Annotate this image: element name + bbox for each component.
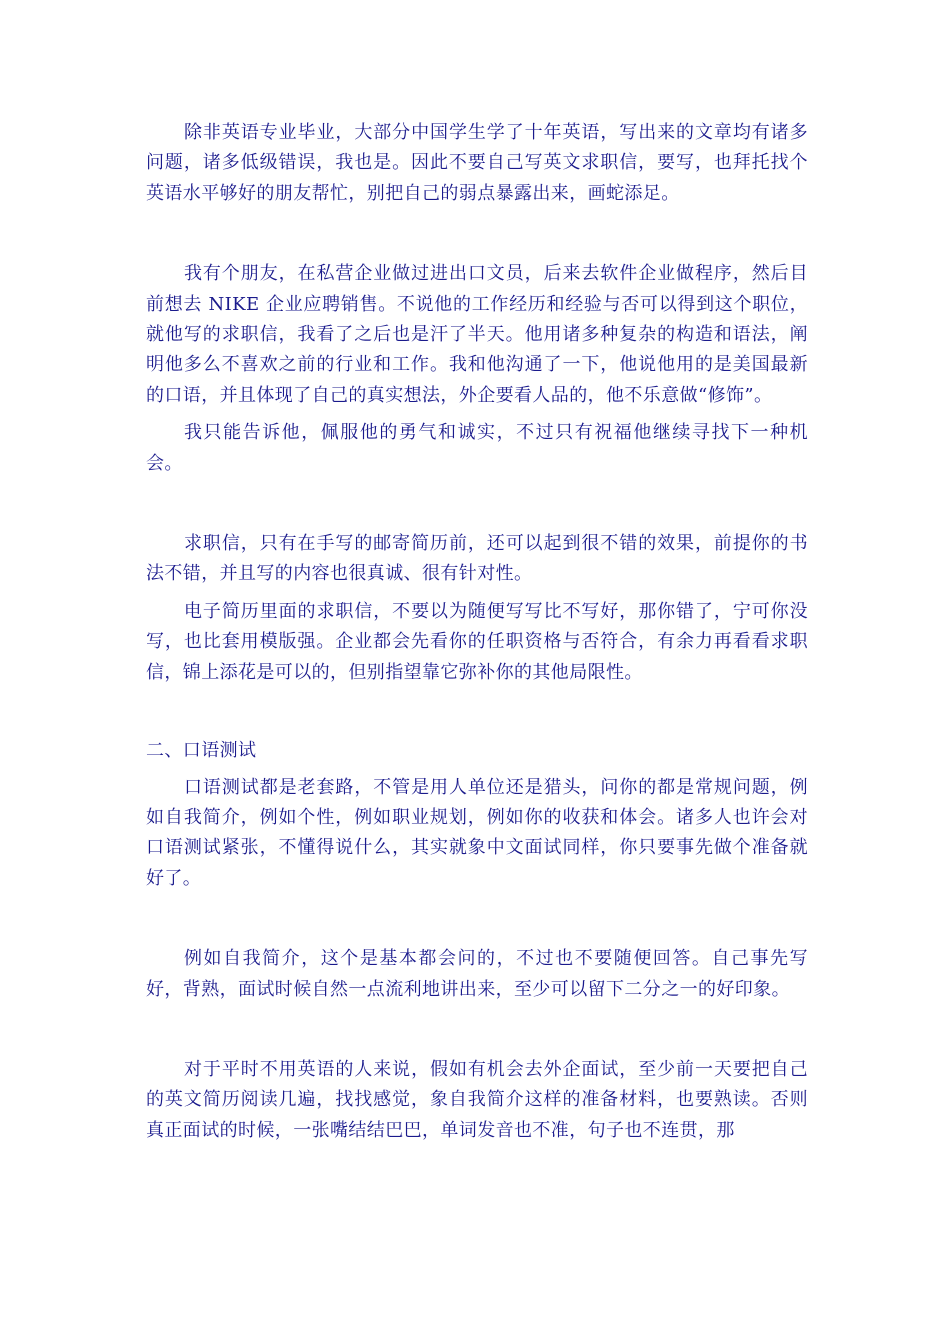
paragraph-spacer	[146, 411, 808, 418]
paragraph-oral-test: 口语测试都是老套路，不管是用人单位还是猎头，问你的都是常规问题，例如自我简介，例如个性，例如职业规划，例如你的收获和体会。诸多人也许会对口语测试紧张，不懂得说什么，其实就象中文面试同样，你只要事先做个准备就好了。	[146, 776, 808, 889]
paragraph-spacer	[146, 1005, 808, 1055]
paragraph-preparation: 对于平时不用英语的人来说，假如有机会去外企面试，至少前一天要把自己的英文简历阅读几遍，找找感觉，象自我简介这样的准备材料，也要熟读。否则真正面试的时候，一张嘴结结巴巴，单词发音也不准，句子也不连贯，那	[146, 1058, 808, 1141]
paragraph-reply: 我只能告诉他，佩服他的勇气和诚实，不过只有祝福他继续寻找下一种机会。	[146, 422, 808, 474]
paragraph-friend-story: 我有个朋友，在私营企业做过进出口文员，后来去软件企业做程序，然后目前想去 NIKE 企业应聘销售。不说他的工作经历和经验与否可以得到这个职位，就他写的求职信，我看了之后也是汗了半天。他用诸多种复杂的构造和语法，阐明他多么不喜欢之前的行业和工作。我和他沟通了一下，他说他用的是美国最新的口语，并且体现了自己的真实想法，外企要看人品的，他不乐意做“修饰”。	[146, 263, 808, 406]
section-heading: 二、口语测试	[146, 740, 257, 762]
paragraph-spacer	[146, 590, 808, 597]
paragraph-electronic-letter: 电子简历里面的求职信，不要以为随便写写比不写好，那你错了，宁可你没写，也比套用模版强。企业都会先看你的任职资格与否符合，有余力再看看求职信，锦上添花是可以的，但别指望靠它弥补你的其他局限性。	[146, 600, 808, 683]
paragraph-spacer	[146, 894, 808, 944]
paragraph-handwritten-letter: 求职信，只有在手写的邮寄简历前，还可以起到很不错的效果，前提你的书法不错，并且写的内容也很真诚、很有针对性。	[146, 533, 808, 585]
paragraph-self-intro: 例如自我简介，这个是基本都会问的，不过也不要随便回答。自己事先写好，背熟，面试时候自然一点流利地讲出来，至少可以留下二分之一的好印象。	[146, 948, 808, 1000]
paragraph-spacer	[146, 479, 808, 529]
paragraph-spacer	[146, 209, 808, 259]
paragraph-english-skills: 除非英语专业毕业，大部分中国学生学了十年英语，写出来的文章均有诸多问题，诸多低级错误，我也是。因此不要自己写英文求职信，要写，也拜托找个英语水平够好的朋友帮忙，别把自己的弱点暴露出来，画蛇添足。	[146, 122, 808, 204]
paragraph-spacer	[146, 688, 808, 736]
document-body	[146, 118, 808, 1146]
